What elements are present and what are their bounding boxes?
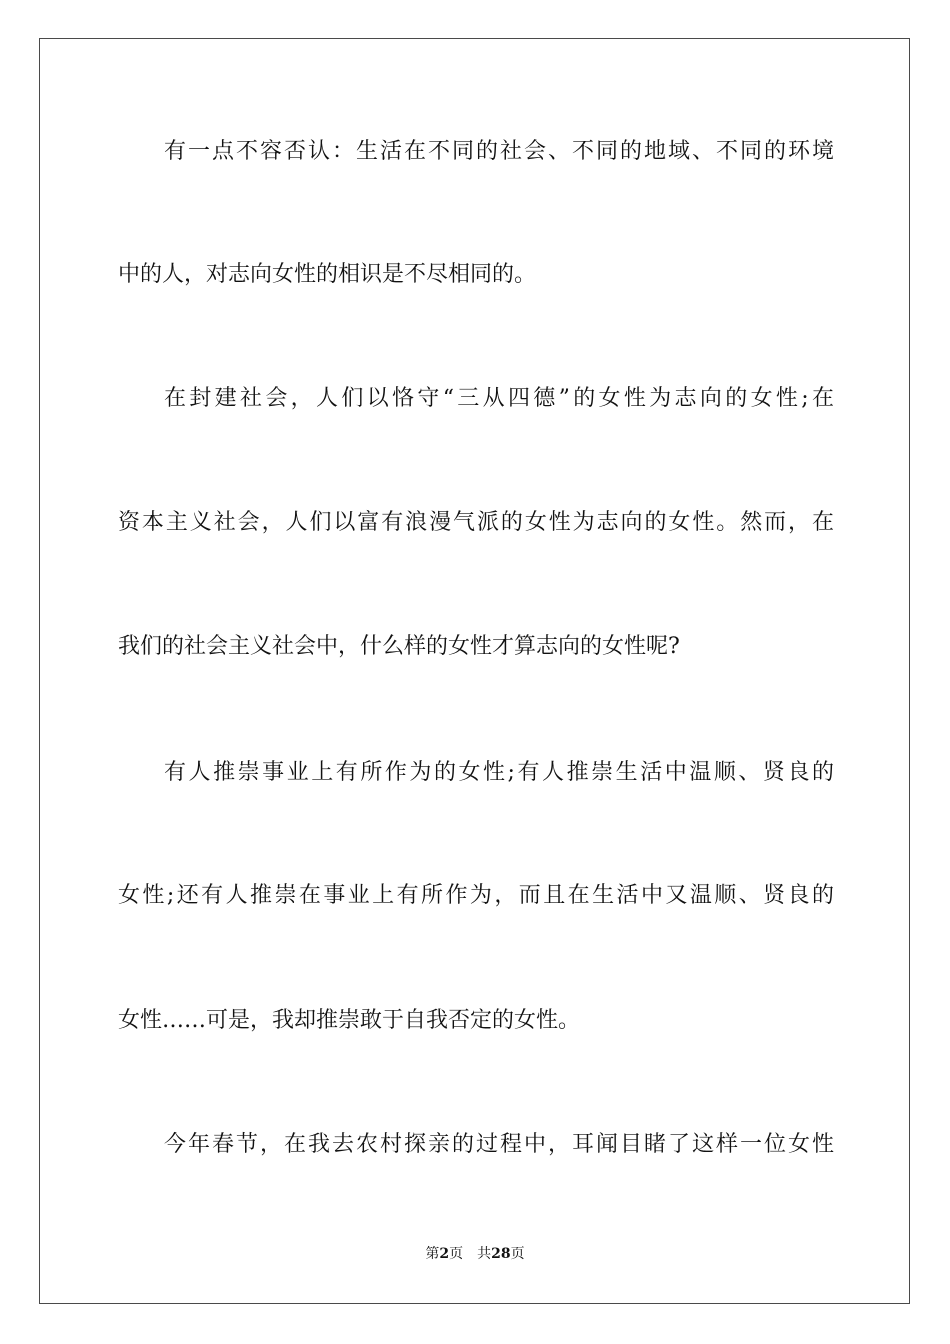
paragraph-4-line-1: 今年春节，在我去农村探亲的过程中，耳闻目睹了这样一位女性 — [164, 1132, 834, 1157]
page-border — [39, 38, 910, 1304]
paragraph-1-line-1: 有一点不容否认：生活在不同的社会、不同的地域、不同的环境 — [164, 139, 834, 164]
footer-page-prefix: 第 — [425, 1246, 440, 1262]
footer-total-suffix: 页 — [510, 1246, 525, 1262]
footer-current-page: 2 — [439, 1246, 450, 1262]
footer-page-suffix: 页 — [449, 1246, 464, 1262]
paragraph-3-line-1: 有人推崇事业上有所作为的女性;有人推崇生活中温顺、贤良的 — [164, 760, 834, 785]
paragraph-1-line-2: 中的人，对志向女性的相识是不尽相同的。 — [118, 262, 537, 287]
paragraph-3-line-3: 女性……可是，我却推崇敢于自我否定的女性。 — [118, 1008, 581, 1033]
footer-total-pages: 28 — [491, 1246, 511, 1262]
paragraph-2-line-3: 我们的社会主义社会中，什么样的女性才算志向的女性呢? — [118, 634, 680, 659]
paragraph-3-line-2: 女性;还有人推崇在事业上有所作为，而且在生活中又温顺、贤良的 — [118, 883, 834, 908]
page-footer — [0, 1245, 950, 1263]
paragraph-2-line-1: 在封建社会，人们以恪守“三从四德”的女性为志向的女性;在 — [164, 386, 834, 411]
paragraph-2-line-2: 资本主义社会，人们以富有浪漫气派的女性为志向的女性。然而，在 — [118, 510, 834, 535]
footer-total-prefix: 共 — [477, 1246, 492, 1262]
